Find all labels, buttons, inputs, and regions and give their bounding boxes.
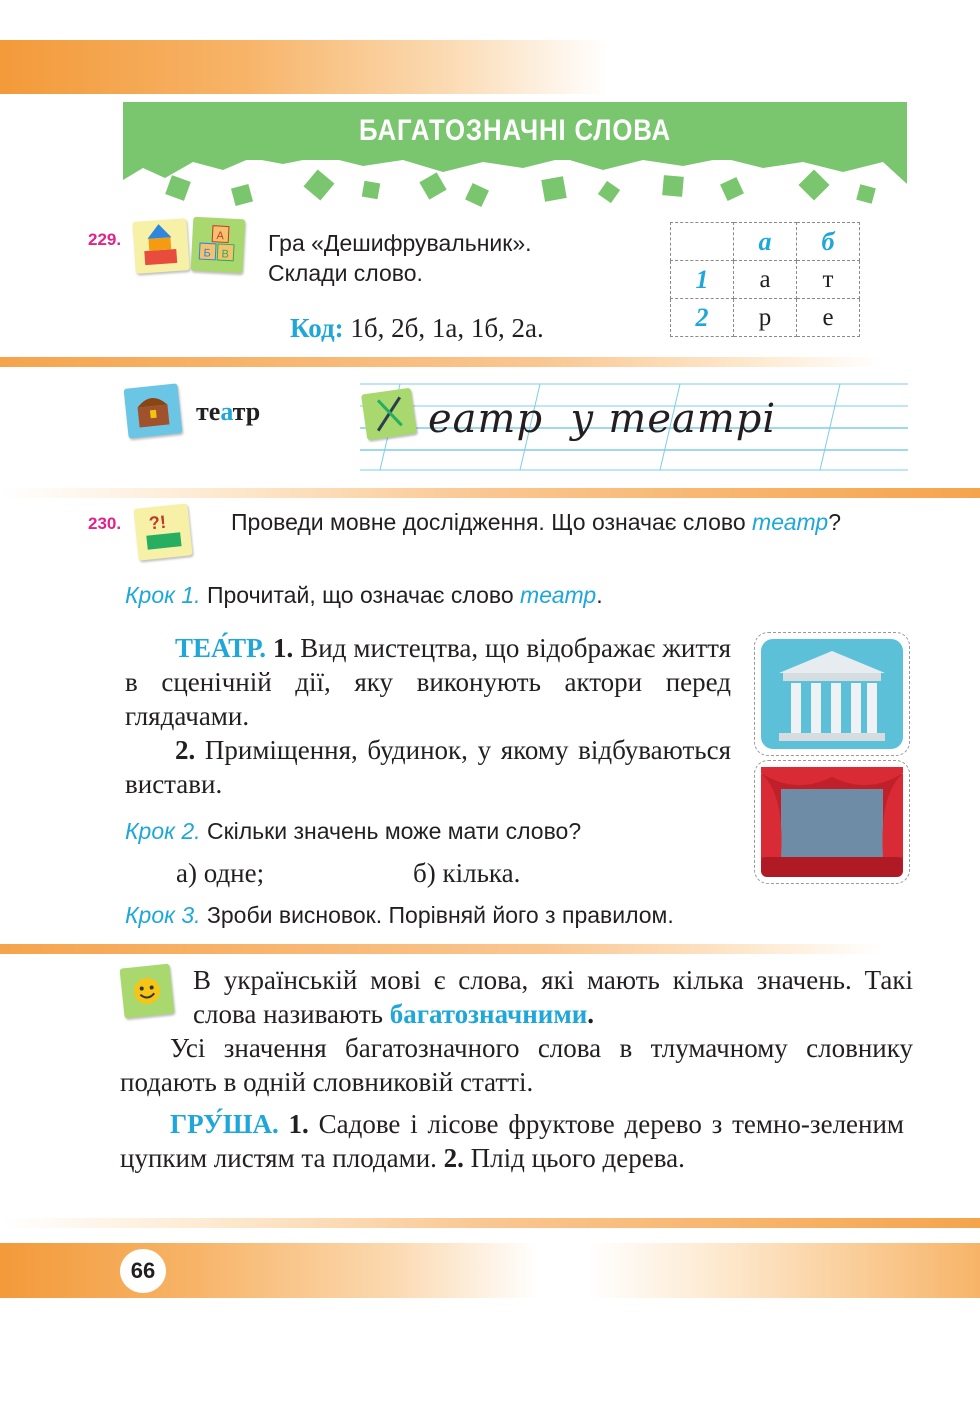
pear-definition-1-number: 1. [288, 1109, 309, 1139]
letter-cubes-icon [191, 217, 246, 274]
definition-headword: ТЕА́ТР. [175, 633, 267, 663]
step-3 [125, 902, 674, 929]
vocab-word-stress: а [220, 397, 233, 426]
vocab-word-end: тр [232, 397, 261, 426]
cipher-cell: 2 [671, 299, 734, 337]
confetti-decor [123, 150, 907, 220]
smiley-icon [120, 964, 175, 1019]
cipher-table [670, 222, 860, 337]
blocks-icon [132, 218, 189, 274]
top-decor-band [0, 40, 980, 94]
rule-term-end: . [587, 999, 595, 1029]
definition-2-number: 2. [175, 735, 196, 765]
cipher-cell: р [734, 299, 797, 337]
step-2 [125, 818, 581, 845]
option-b: б) кілька. [413, 858, 521, 888]
vocab-word-start: те [196, 397, 221, 426]
svg-text:Б: Б [203, 247, 212, 260]
pear-definition [120, 1107, 904, 1175]
step-1-label: Крок 1. [125, 582, 201, 608]
pear-definition-1-text: Садове і лісове фруктове дерево з темно-зеленим цупким листям та плодами. [120, 1109, 905, 1173]
pear-headword: ГРУ́ША. [170, 1109, 279, 1139]
svg-text:В: В [221, 248, 230, 261]
page-number: 66 [120, 1249, 166, 1293]
step-1 [125, 582, 603, 609]
cipher-cell: а [734, 261, 797, 299]
theatre-building-image [754, 632, 910, 756]
code-value: 1б, 2б, 1а, 1б, 2а. [343, 313, 544, 343]
ex230-intro-text: Проведи мовне дослідження. Що означає слово [231, 509, 746, 535]
ex229-line1: Гра «Дешифрувальник». [268, 230, 532, 256]
ex230-intro [231, 507, 907, 538]
ex229-line2: Склади слово. [268, 260, 423, 286]
section-divider [0, 944, 980, 954]
step-3-label: Крок 3. [125, 902, 201, 928]
definition-1-number: 1. [273, 633, 294, 663]
vocab-word [196, 397, 260, 427]
rule-paragraph-2: Усі значення багатозначного слова в тлумачному словнику подають в одній словниковій статті. [120, 1033, 913, 1097]
step-1-word: театр [520, 582, 597, 608]
section-divider [0, 1218, 980, 1228]
pear-definition-2-text: Плід цього дерева. [463, 1143, 685, 1173]
step-1-end: . [596, 582, 603, 608]
step-1-text: Прочитай, що означає слово [200, 582, 521, 608]
option-a: а) одне; [176, 858, 265, 888]
rule-text: В українській мові є слова, які мають кілька значень. Такі слова називають [193, 965, 913, 1029]
exercise-number-230: 230. [88, 514, 122, 533]
definition-2 [125, 733, 731, 801]
cipher-cell [671, 223, 734, 261]
definition-1-text: Вид мистецтва, що відображає життя в сценічній дії, яку виконують актори перед глядачами. [125, 633, 731, 731]
definition-2-text: Приміщення, будинок, у якому відбуваються вистави. [125, 735, 731, 799]
definition-1 [125, 631, 731, 733]
code-label: Код: [290, 313, 344, 343]
handwriting-sample: еатр у театрі [428, 396, 777, 442]
cipher-table-row [671, 261, 860, 299]
ex230-intro-word: театр [752, 509, 829, 535]
ex229-text [268, 228, 532, 288]
step-2-text: Скільки значень може мати слово? [200, 818, 582, 844]
treasure-chest-icon [124, 383, 183, 438]
step-2-label: Крок 2. [125, 818, 201, 844]
theatre-stage-image [754, 760, 910, 884]
code-line [290, 313, 544, 344]
exercise-number-229: 229. [88, 230, 122, 249]
cipher-cell: е [797, 299, 860, 337]
cipher-cell: а [734, 223, 797, 261]
cipher-table-header [671, 223, 860, 261]
section-divider [0, 357, 980, 367]
cipher-cell: б [797, 223, 860, 261]
theatre-definition [125, 631, 731, 801]
page-title: БАГАТОЗНАЧНІ СЛОВА [359, 114, 671, 147]
pear-definition-2-number: 2. [443, 1143, 464, 1173]
rule-paragraph-1 [193, 963, 913, 1031]
ex230-intro-end: ? [828, 509, 842, 535]
cipher-table-row [671, 299, 860, 337]
cipher-cell: т [797, 261, 860, 299]
svg-text:?!: ?! [147, 511, 167, 534]
research-book-icon [133, 503, 192, 560]
section-divider [0, 488, 980, 498]
svg-text:А: А [216, 229, 225, 243]
pen-icon [361, 388, 417, 441]
step-3-text: Зроби висновок. Порівняй його з правилом. [200, 902, 674, 928]
rule-term: багатозначними [389, 999, 588, 1029]
cipher-cell: 1 [671, 261, 734, 299]
